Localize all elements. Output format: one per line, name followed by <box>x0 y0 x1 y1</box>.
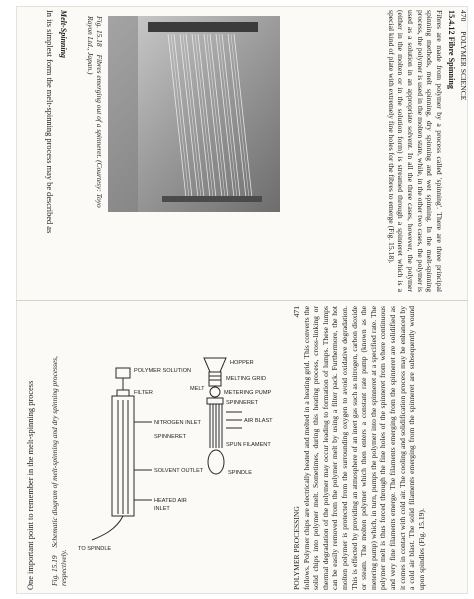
label-spindle: SPINDLE <box>228 470 252 476</box>
melt-spinning-subheading: Melt-Spinning <box>59 10 68 59</box>
hopper-shape <box>204 358 226 372</box>
page-471-header <box>292 306 302 590</box>
page-470-text-column <box>298 10 468 292</box>
spinning-schematic <box>76 350 276 556</box>
scanned-book-spread <box>16 6 468 594</box>
filter-shape <box>117 390 129 396</box>
to-spindle-path <box>92 516 123 540</box>
label-filter: FILTER <box>134 390 153 396</box>
page-470 <box>16 6 468 300</box>
page-471 <box>16 300 468 594</box>
label-inlet: INLET <box>154 506 170 512</box>
label-polymer-solution: POLYMER SOLUTION <box>134 368 192 374</box>
label-melt: MELT <box>190 386 205 392</box>
label-air-blast: AIR BLAST <box>244 418 273 424</box>
spinneret-shape <box>207 398 223 404</box>
body-paragraph: Fibres are made from polymer by a process called 'spinning'. There are three principal spinning methods, melt spinning, dry spinning and wet spinning. In the melt-spinning process, the polymer is used in the molten state, while, in the other two cases, the polymer is used as a solution in an appropriate solvent. In all the three cases, however, the polymer (either in the molten or in the solution form) is streamed through a spinneret which is a special kind of plate with extremely fine holes for the fibres to emerge (Fig. 15.18). <box>386 10 444 292</box>
melt-and-dry-spinning-diagram <box>76 350 276 556</box>
figure-number: Fig. 15.18 <box>95 16 104 47</box>
metering-pump-shape <box>210 387 220 397</box>
label-hopper: HOPPER <box>230 360 254 366</box>
running-head: POLYMER SCIENCE <box>459 31 468 101</box>
label-to-spindle: TO SPINDLE <box>78 546 112 552</box>
melt-spinning-remark: One important point to remember in the melt-spinning process <box>26 380 35 590</box>
label-spinneret-dry: SPINNERET <box>154 434 187 440</box>
running-head: POLYMER PROCESSING <box>292 506 301 590</box>
solution-tank <box>116 368 130 378</box>
label-melting-grid: MELTING GRID <box>226 376 266 382</box>
figure-15-19-caption <box>50 346 72 586</box>
label-spinneret: SPINNERET <box>226 400 259 406</box>
label-nitrogen-inlet: NITROGEN INLET <box>154 420 201 426</box>
label-heated-air: HEATED AIR <box>154 498 187 504</box>
melt-spinning-text: In its simplest form the melt-spinning process may be described as <box>45 10 55 234</box>
spindle-shape <box>208 450 224 474</box>
page-number: 471 <box>292 306 301 318</box>
page-471-text-column <box>292 306 464 590</box>
label-solvent-outlet: SOLVENT OUTLET <box>154 468 204 474</box>
figure-caption-text: Schematic diagram of melt-spinning and dry spinning processes, respectively. <box>50 356 68 586</box>
spinneret-photo <box>108 16 280 212</box>
body-paragraph: follows. Polymer chips are electrically heated and melted in a heating grid. This converts the solid chips into polymer melt. Sometimes, during this heating process, cross-linking or thermal degradation of the polymer may occur leading to formation of lumps. These lumps can be easily removed from the polymer melt by using a filter pack. Furthermore, the hot molten polymer is protected from the surrounding oxygen to avoid oxidative degradation. This is effected by providing an atmosphere of an inert gas such as nitrogen, carbon dioxide or steam. The molten polymer which then enters a constant rate pump (known as the metering pump) which, in turn, pumps the polymer into the spinneret at a specified rate. The polymer melt is thus forced through the fine holes of the spinneret from where continuous and very fine filaments emerge. The filaments emerging from the spinneret are solidified as it comes in contact with cold air. The cooling and solidification process may be enhanced by a cold air blast. The solid filaments emerging from the spinneret are subsequently wound upon spindles (Fig. 15.19). <box>301 306 426 590</box>
figure-caption-text: Fibres emerging out of a spinneret. (Courtesy: Toyo Rayon Ltd., Japan.) <box>86 16 104 208</box>
figure-15-18-caption <box>80 16 104 216</box>
page-470-header <box>458 10 468 292</box>
label-spun-filament: SPUN FILAMENT <box>226 442 271 448</box>
section-heading: 15.4.12 Fibre Spinning <box>447 10 457 90</box>
page-number: 470 <box>459 10 468 22</box>
melting-grid-shape <box>209 372 221 386</box>
figure-number: Fig. 15.19 <box>50 555 59 586</box>
label-metering-pump: METERING PUMP <box>224 390 272 396</box>
fibre-photo-image <box>108 16 280 212</box>
melt-spinning-block <box>30 10 70 294</box>
page-471-lower-text <box>26 306 40 590</box>
